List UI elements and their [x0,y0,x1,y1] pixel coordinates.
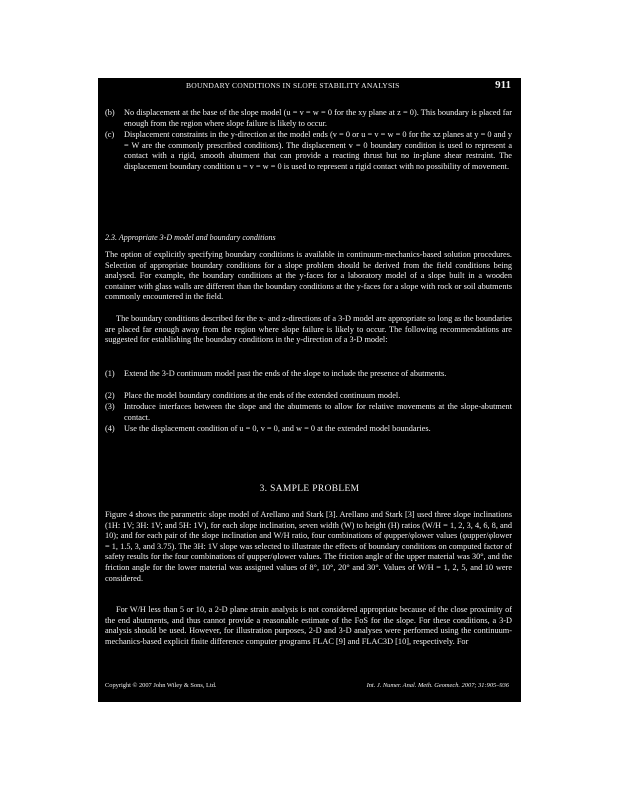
running-header [98,81,521,95]
item-text: Displacement constraints in the y-direction at the model ends (v = 0 or u = v = w = 0 for the xz planes at y = 0 and y = W are the commonly prescribed conditions). The displacement v = 0 boundary condition is used to represent a contact with a rigid, smooth abutment that can provide a reacting thrust but no in-plane shear restraint. The displacement boundary condition u = v = w = 0 is used to represent a rigid contact with no possibility of movement. [124,130,512,171]
body-paragraph: Figure 4 shows the parametric slope model of Arellano and Stark [3]. Arellano and Stark [3] used three slope inclinations (1H: 1V; 3H: 1V; and 5H: 1V), for each slope inclination, seven width (W) to height (H) ratios (W/H = 1, 2, 3, 4, 6, 8, and 10); and for each pair of the slope inclination and W/H ratio, four combinations of φupper/φlower values (φupper/φlower = 1, 1.5, 3, and 3.75). The 3H: 1V slope was selected to illustrate the effects of boundary conditions on computed factor of safety results for the four combinations of φupper/φlower values. The friction angle of the upper material was 30°, and the friction angle for the lower material was assigned values of 8°, 10°, 20° and 30°. Values of W/H = 1, 2, 5, and 10 were considered. [105,510,512,583]
item-label: (2) [105,391,115,400]
item-label: (1) [105,369,115,378]
item-text: Extend the 3-D continuum model past the ends of the slope to include the presence of abutments. [124,369,447,378]
body-paragraph: For W/H less than 5 or 10, a 2-D plane strain analysis is not considered appropriate because of the close proximity of the end abutments, and thus cannot provide a reasonable estimate of the FoS for the slope. For these conditions, a 3-D analysis should be used. However, for illustration purposes, 2-D and 3-D analyses were performed using the continuum-mechanics-based explicit finite difference computer programs FLAC [9] and FLAC3D [10], respectively. For [105,605,512,646]
page-number: 911 [495,79,511,91]
item-text: Place the model boundary conditions at the ends of the extended continuum model. [124,391,401,400]
body-paragraph: The boundary conditions described for the x- and z-directions of a 3-D model are appropriate so long as the boundaries are placed far enough away from the region where slope failure is likely to occur. The following recommendations are suggested for establishing the boundary conditions in the y-direction of a 3-D model: [105,314,512,345]
item-text: Use the displacement condition of u = 0, v = 0, and w = 0 at the extended model boundaries. [124,424,431,433]
item-label: (b) [105,108,115,117]
journal-citation: Int. J. Numer. Anal. Meth. Geomech. 2007; 31:905–936 [366,682,509,689]
boundary-item-c [105,130,512,172]
body-paragraph: The option of explicitly specifying boundary conditions is available in continuum-mechanics-based solution procedures. Selection of appropriate boundary conditions for a slope problem should be derived from the field conditions being analysed. For example, the boundary conditions at the y-faces for a laboratory model of a slope built in a wooden container with glass walls are different than the boundary conditions at the y-faces for a slope with rock or soil abutments commonly encountered in the field. [105,250,512,302]
boundary-item-b [105,108,512,129]
copyright-notice: Copyright © 2007 John Wiley & Sons, Ltd. [105,682,217,689]
running-title: BOUNDARY CONDITIONS IN SLOPE STABILITY ANALYSIS [186,81,400,90]
recommendation-item [105,369,512,380]
paper-page [98,78,521,702]
item-label: (3) [105,402,115,411]
item-text: Introduce interfaces between the slope and the abutments to allow for relative movements at the slope-abutment contact. [124,402,512,422]
recommendation-item [105,391,512,402]
recommendation-item [105,402,512,423]
subsection-title: 2.3. Appropriate 3-D model and boundary conditions [105,233,276,242]
item-label: (4) [105,424,115,433]
item-label: (c) [105,130,115,139]
section-title: 3. SAMPLE PROBLEM [259,484,360,494]
recommendation-item [105,424,512,435]
item-text: No displacement at the base of the slope model (u = v = w = 0 for the xy plane at z = 0). This boundary is placed far enough from the region where slope failure is likely to occur. [124,108,512,128]
